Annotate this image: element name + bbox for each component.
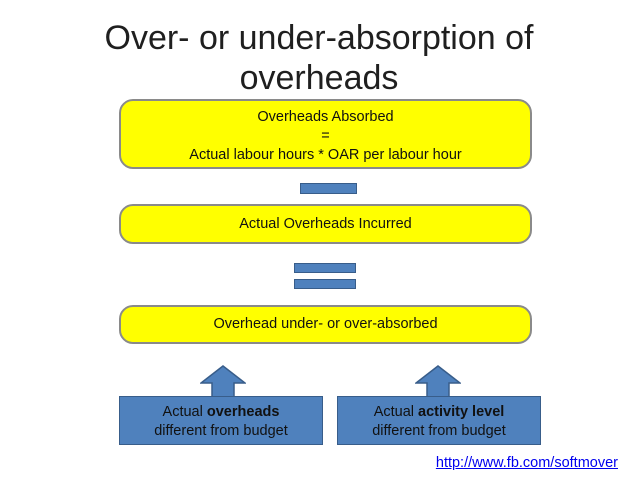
title-line-1: Over- or under-absorption of	[104, 19, 534, 57]
slide-title	[95, 18, 543, 98]
cause-activity-bold: activity level	[418, 404, 505, 420]
minus-sign-bar	[300, 183, 357, 194]
under-over-absorbed-label: Overhead under- or over-absorbed	[213, 316, 438, 332]
cause-activity-line-1	[338, 403, 540, 422]
footer-link[interactable]: http://www.fb.com/softmover	[435, 455, 618, 471]
cause-activity-line-2: different from budget	[372, 423, 506, 439]
up-arrow-icon	[415, 365, 461, 398]
cause-activity-box	[337, 396, 541, 445]
cause-overheads-line-1	[120, 403, 322, 422]
under-over-absorbed-box	[119, 305, 532, 344]
up-arrow-icon	[200, 365, 246, 398]
cause-overheads-box	[119, 396, 323, 445]
cause-overheads-bold: overheads	[206, 404, 280, 420]
overheads-absorbed-label: Overheads Absorbed	[257, 109, 394, 125]
equals-sign: =	[321, 128, 330, 144]
equals-sign-bar-top	[294, 263, 356, 273]
equals-sign-bar-bottom	[294, 279, 356, 289]
overheads-absorbed-box	[119, 99, 532, 169]
title-line-2: overheads	[239, 59, 399, 97]
absorption-formula: Actual labour hours * OAR per labour hour	[189, 147, 462, 163]
actual-overheads-incurred-label: Actual Overheads Incurred	[239, 216, 412, 232]
cause-overheads-line-2: different from budget	[154, 423, 288, 439]
cause-overheads-prefix: Actual	[162, 404, 207, 420]
cause-activity-prefix: Actual	[373, 404, 419, 420]
actual-overheads-incurred-box	[119, 204, 532, 244]
